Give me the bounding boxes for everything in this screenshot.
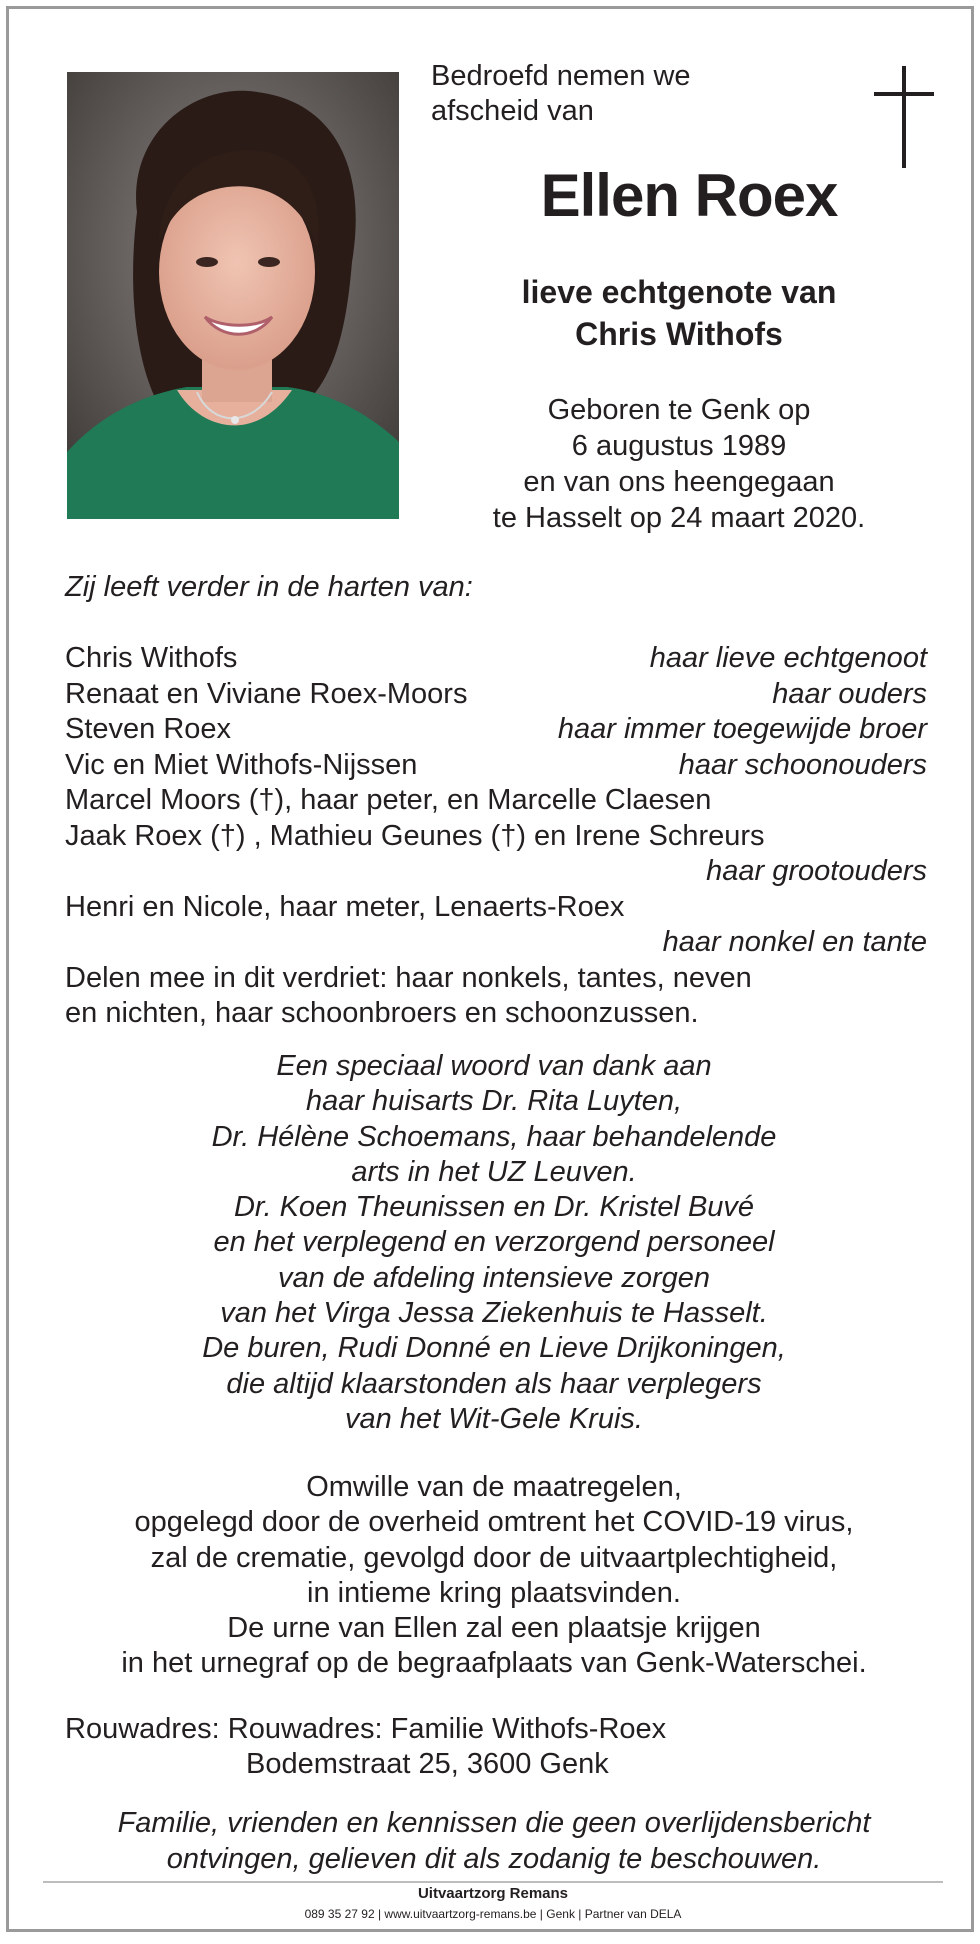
survivor-row (65, 641, 927, 677)
footer-divider (43, 1881, 943, 1883)
intro-line: Bedroefd nemen we (431, 60, 691, 92)
intro-text (431, 59, 731, 129)
survivor-relation: haar schoonouders (678, 748, 927, 781)
cross-icon (874, 66, 934, 168)
survivor-relation: haar nonkel en tante (662, 926, 927, 958)
survivor-relation: haar lieve echtgenoot (649, 642, 927, 674)
thanks-line: De buren, Rudi Donné en Lieve Drijkoningen, (202, 1332, 786, 1365)
covid-notice (49, 1470, 939, 1682)
birth-death-dates (429, 392, 929, 536)
closing-note (49, 1805, 939, 1877)
thanks-line: en het verplegend en verzorgend personeel (213, 1226, 775, 1259)
survivor-name: en nichten, haar schoonbroers en schoonzussen. (65, 997, 699, 1029)
covid-line: in het urnegraf op de begraafplaats van Genk-Waterschei. (121, 1647, 867, 1680)
thanks-line: van het Wit-Gele Kruis. (345, 1402, 643, 1435)
intro-line: afscheid van (431, 95, 594, 127)
survivor-relation: haar grootouders (706, 855, 927, 887)
closing-line: Familie, vrienden en kennissen die geen overlijdensbericht (117, 1807, 871, 1839)
covid-line: De urne van Ellen zal een plaatsje krijgen (227, 1612, 761, 1645)
spouse-line: lieve echtgenote van (521, 274, 837, 310)
funeral-home-contact: 089 35 27 92 | www.uitvaartzorg-remans.be | Genk | Partner van DELA (304, 1907, 682, 1921)
deceased-name: Ellen Roex (540, 162, 838, 229)
survivor-name: Henri en Nicole, haar meter, Lenaerts-Roex (65, 890, 625, 923)
covid-line: Omwille van de maatregelen, (306, 1471, 682, 1503)
portrait-photo (67, 72, 399, 519)
survivor-name: Delen mee in dit verdriet: haar nonkels, tantes, neven (65, 961, 752, 994)
survivor-relation: haar ouders (772, 677, 927, 710)
thanks-line: haar huisarts Dr. Rita Luyten, (305, 1085, 683, 1118)
survivor-row (65, 748, 927, 784)
thanks-line: van de afdeling intensieve zorgen (277, 1261, 711, 1294)
date-line: te Hasselt op 24 maart 2020. (492, 502, 866, 534)
spouse-line: Chris Withofs (575, 316, 783, 352)
survivor-name: Chris Withofs (65, 642, 238, 674)
covid-line: zal de crematie, gevolgd door de uitvaartplechtigheid, (150, 1541, 838, 1574)
thanks-paragraph (69, 1049, 919, 1437)
mourning-address (65, 1712, 725, 1782)
survivors-list (65, 641, 927, 1032)
thanks-line: Dr. Hélène Schoemans, haar behandelende (211, 1120, 777, 1153)
date-line: en van ons heengegaan (523, 466, 835, 498)
lives-on-heading: Zij leeft verder in de harten van: (65, 571, 473, 603)
thanks-line: Dr. Koen Theunissen en Dr. Kristel Buvé (233, 1191, 755, 1224)
survivor-name: Marcel Moors (†), haar peter, en Marcelle Claesen (65, 784, 712, 816)
date-line: 6 augustus 1989 (571, 430, 787, 462)
obituary-card (6, 6, 974, 1932)
thanks-line: arts in het UZ Leuven. (351, 1155, 637, 1188)
thanks-line: die altijd klaarstonden als haar verplegers (226, 1367, 762, 1400)
covid-line: opgelegd door de overheid omtrent het COVID-19 virus, (134, 1506, 854, 1539)
survivor-name: Steven Roex (65, 713, 232, 745)
spouse-heading (449, 271, 909, 355)
covid-line: in intieme kring plaatsvinden. (307, 1576, 681, 1609)
funeral-home-name: Uitvaartzorg Remans (417, 1885, 569, 1902)
closing-line: ontvingen, gelieven dit als zodanig te beschouwen. (166, 1843, 822, 1875)
survivor-name: Vic en Miet Withofs-Nijssen (65, 748, 418, 781)
survivor-relation: haar immer toegewijde broer (557, 713, 927, 745)
date-line: Geboren te Genk op (547, 394, 811, 426)
address-line: Bodemstraat 25, 3600 Genk (246, 1748, 609, 1780)
survivor-row (65, 677, 927, 713)
address-line: Rouwadres: Rouwadres: Familie Withofs-Roex (65, 1713, 667, 1745)
thanks-line: van het Virga Jessa Ziekenhuis te Hasselt. (220, 1297, 768, 1330)
survivor-name: Renaat en Viviane Roex-Moors (65, 677, 468, 710)
survivor-name: Jaak Roex (†) , Mathieu Geunes (†) en Irene Schreurs (65, 819, 765, 852)
survivor-row (65, 712, 927, 748)
thanks-line: Een speciaal woord van dank aan (276, 1050, 712, 1082)
